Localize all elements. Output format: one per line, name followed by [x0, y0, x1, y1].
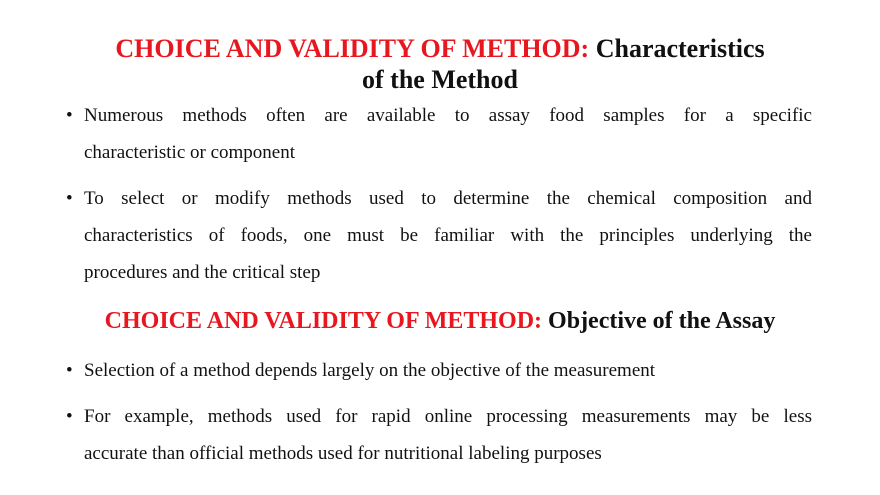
bullet-icon: •: [66, 406, 73, 427]
section-2-heading-black: Objective of the Assay: [548, 308, 776, 334]
bullet-line: accurate than official methods used for nutritional labeling purposes: [84, 443, 602, 464]
section-2-heading-red: CHOICE AND VALIDITY OF METHOD:: [104, 308, 543, 334]
section-1-heading-line-1: [0, 33, 880, 64]
section-1-bullet-2: [66, 180, 812, 291]
bullet-line: To select or modify methods used to determine the chemical composition and: [84, 188, 812, 209]
bullet-icon: •: [66, 188, 73, 209]
bullet-line: characteristic or component: [84, 142, 296, 163]
section-1-heading: [0, 33, 880, 95]
section-1-heading-black-1: Characteristics: [595, 34, 765, 63]
bullet-line: characteristics of foods, one must be familiar with the principles underlying the: [84, 225, 812, 246]
section-2-heading: [0, 306, 880, 337]
section-2-bullet-1: [66, 352, 812, 389]
section-1-heading-black-2: of the Method: [362, 65, 518, 94]
bullet-line: Numerous methods often are available to assay food samples for a specific: [84, 105, 812, 126]
bullet-line: procedures and the critical step: [84, 262, 321, 283]
bullet-icon: •: [66, 105, 73, 126]
section-1-bullet-1: [66, 97, 812, 171]
section-1-heading-red: CHOICE AND VALIDITY OF METHOD:: [115, 34, 590, 63]
bullet-line: For example, methods used for rapid online processing measurements may be less: [84, 406, 812, 427]
bullet-icon: •: [66, 360, 73, 381]
section-1-heading-line-2: [0, 64, 880, 95]
bullet-line: Selection of a method depends largely on the objective of the measurement: [84, 360, 656, 381]
section-2-bullet-2: [66, 398, 812, 472]
